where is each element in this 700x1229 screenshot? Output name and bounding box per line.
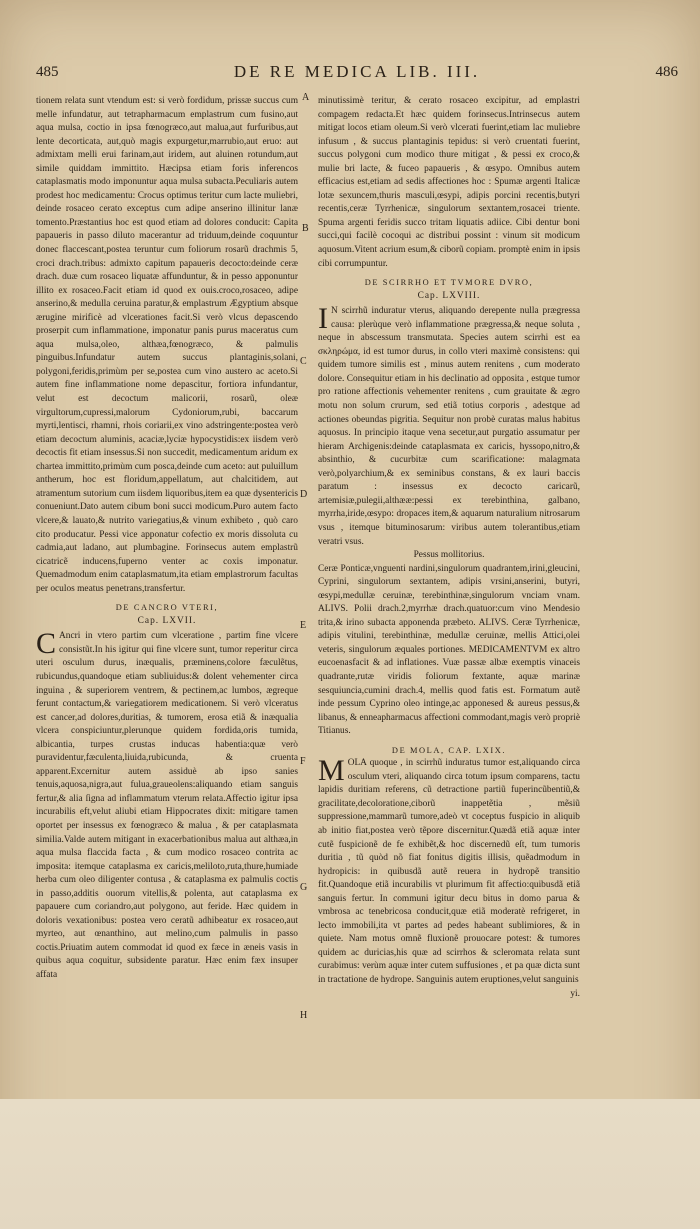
right-paragraph-2 [318,302,580,549]
right-paragraph-1: minutissimè teritur, & cerato rosaceo excipitur, ad emplastri compagem redacta.Et hæc quidem forinsecus.Intrinsecus autem mitigat locos etiam oleum.Si verò vlcerati fuerint,etiam lac muliebre infusum , & succus plantaginis tepidus: si verò cruentati fuerint, succus polygoni cum modico thure mitigat , & pessi ex croco,& mulie bri lacte, & fuceo papaueris , & œsypo. Omnibus autem efficacius est,etiam ad sedis affectiones hoc : Spumæ argenti Italicæ lotæ sexuncem,thuris masculi,œsypi, adipis porcini recentis,butyri recentis,ceræ Tyrrhenicæ, singulorum sextantem,rosacei triente. Spuma argenti feridis succo tritam liquatis adiice. Cibi dentur boni succi,qui facilè cocoqui ac distribui possint : vinum sit modicum aquosum.Vitent acrium esum,& ciborũ copiam. promptè enim in ipsis cibi corrumpuntur. [318,96,580,269]
margin-letter-g: G [300,882,308,893]
margin-letter-c: C [300,356,307,367]
right-column [318,95,580,1001]
margin-letter-e: E [300,620,307,631]
right-paragraph-4 [318,754,580,987]
right-paragraph-2-text: N scirrhũ induratur vterus, aliquando derepente nulla prægressa causa: plerùque verò inflammatione prægressa,& neque soluta , neque in abscessum transmutata. Species autem scirrhi est ea σκληρώμα, id est tumor durus, in collo vteri maximè consistens: qui quidem tumore similis est , minus autem renitens , cum moderato dolore. Consequitur etiam in his declinatio ad opposita , estque tumor pro ratione affectionis vehementer renitens , cum grauitate & ægro motu non solum crurum, sed etiã totius corporis , adestque ad actiones obeundas pigritia. Sequitur non probè curatas malus habitus aquosus. In principio itaque vena secetur,aut purgatio assumatur per hieram Archigenis:deinde cataplasmata ex caricis, hyssopo,nitro,& absinthio, & cucurbitæ cum scarificatione: malagmata verò,polyarchium,& ex seminibus constans, & ex lauri baccis paratum : insessus ex decocto caricarũ, artemisiæ,pulegii,althææ:pessi ex terebinthina, galbano, myrrha,iride,œsypo: dropaces item,& aquarum naturalium nitrosarum vsus , itemque bituminosarum: viribus autem tolerantibus,etiam veratri vsus. [318,306,580,547]
chapter-68-heading: DE SCIRRHO ET TVMORE DVRO, [364,278,534,288]
right-page-number: 486 [655,64,678,80]
drop-cap-c: C [36,627,57,661]
left-page-number: 485 [36,64,59,80]
chapter-68-number: Cap. LXVIII. [417,290,481,301]
margin-letter-h: H [300,1010,308,1021]
left-column [36,95,298,983]
chapter-67-heading: DE CANCRO VTERI, [115,603,219,613]
drop-cap-m: M [318,754,345,788]
left-paragraph-2 [36,627,298,982]
margin-letter-a: A [302,92,310,103]
margin-letter-f: F [300,756,306,767]
running-title: DE RE MEDICA LIB. III. [233,62,481,81]
drop-cap-i: I [318,302,328,336]
chapter-67-number: Cap. LXVII. [137,615,197,626]
running-head [36,62,678,88]
chapter-69-heading: DE MOLA, CAP. LXIX. [391,745,507,755]
margin-letter-b: B [302,223,309,234]
catchword: yi. [570,988,580,999]
pessus-subheading: Pessus mollitorius. [413,550,485,561]
right-paragraph-3: Ceræ Ponticæ,vnguenti nardini,singulorum quadrantem,irini,gleucini, Cyprini, singulorum sextantem, adipis vrsini,anserini, butyri, œsypi,medullæ ceruinæ, terebinthinæ,singulorum vnciam vnam. ALIVS. Polii drach.2,myrrhæ drach.quatuor:cum vino Mendesio trita,& irino subacta apponenda præbeto. ALIVS. Ceræ Tyrrhenicæ, adipis vitulini, terebinthinæ, medullæ ceruinæ, mellis Attici,olei veteris, singulorum æquales portiones. MEDICAMENTVM ex altro eucoenasfacit & ad inflationes. Vuæ passæ albæ exemptis vinaceis quadrante,rutæ viridis foliorum fextante, aquæ marinæ sesquiuncia,cumini drach.4, mellis quod fatis est. Formatum autẽ inde pessum Cyprino oleo intinge,ac apponesed & aureus pessus,& libanus, & enneapharmacus affectioni commodant,magis verò propriè Titianus. [318,563,580,737]
left-paragraph-1: tionem relata sunt vtendum est: si verò fordidum, prissæ succus cum melle infundatur, aut tetrapharmacum emplastrum cum fusino,aut aqua mulsa, coctio in ipsa fœnogræco,aut malua,aut furfuribus,aut lente decorticata, aut,quò magis expurgetur,marrubio,aut eruo: aut admixtam melli erui farinam,aut iridem, aut aluinen rotundum,aut simile quiddam immittito. Hæcipsa etiam foris inferencos cataplasmatis modo imponuntur aqua mulsa subacta.Peculiaris autem prodest hoc medicamentu: Crocus optimus teritur cum lacte muliebri, deinde rosaceo cerato exceptus cum adipe anserino illinitur lanæ tomento.Præstantius hoc est quod etiam ad dolores conducit: Capita papaueris in passo diluto macerantur ad triduum,deinde coquuntur donec flaccescant,postea teruntur cum foliorum rosarũ drachmis 5, croci drach.tribus: admixto capitum papaueris decocto:deinde ceræ drach. duæ cum rosaceo liquatæ affunduntur, & in pesso apponuntur illito ex rosaceo.Facit etiam id quod ex ouis.croco,rosaceo, adipe anserino,& medulla ceruina paratur,& emplastrum Ægyptium absque ærugine mirificè ad vlcerationes facit.Si verò vlcus depascendo proserpit cum inflammatione, imponatur panis purus maceratus cum aqua mulsa,oleo, althæa,fœnogræco, & palmulis pinguibus.Infundatur autem succus plantaginis,solani, polygoni,feridis,primùm per se,postea cum vino austero ac aceto.Si autem fine inflammatione nome depascitur, fortiora infundantur, velut est decoctum malicorii, rosarũ, oleæ virgultorum,cupressi,malorum Cydoniorum,rubi, baccarum myrti,lentisci, rhamni, rhois coriarii,ex vino adstringente:postea verò etiam decoctum aluminis, acaciæ,lyciæ hypocystidis:ex iisdem verò decoctis fit etiam insessus.Si non succedit, medicamentum aridum ex chartea immittito,primùm cum posca,deinde cum aceto: aut puluillum antherum, hoc est floridum,appellatum, aut chalcitidem, aut atramentum sutorium cum iisdem liquoribus,item ea quæ dysentericis conueniunt.Dato autem cibum boni succi modicum.Puro autem facto vlcere,& lauato,& nutrito variegatius,& vinum exhibeto , quò caro cito producatur. Pessi vice apponatur cofectio ex moris dissoluta cu cadmia,aut ladano, aut plumbagine. Forinsecus autem emplastrũ cicatricẽ inducens,fuperno venter ac coxis imponatur. Quemadmodum enim cataplasmatum,ita etiam emplastrorum facultas per oculos meatus penetrans,transfertur. [36,96,298,594]
margin-letter-d: D [300,489,308,500]
right-paragraph-4-text: OLA quoque , in scirrhũ induratus tumor est,aliquando circa osculum vteri, aliquando circa totum ipsum comparens, tactu lapidis duritiam referens, cũ detractione partiũ fuperincũbentiũ,& gracilitate,decoloratione,ciborũ inappetẽtia , mẽsiũ suppressione,mammarũ tumore,adeò vt coceptus fuspicio in aliquib ab initio fiat,postea verò tẽpore discernitur.Quædã etiã aquæ inter cutẽ fuspicionẽ de fe exhibẽt,& hoc discernedũ eſt, tum tumoris duritia , tũ quòd nõ fiat fonitus digitis illisis, quẽadmodum in hydropicis: in quibusdã autẽ reuera in hydropẽ transitio fit.Quandoque etiã incurabilis vt plurimum fit affectio:quibusdã etiã sanguis fertur. In communi igitur decu bitus in domo parua & vmbrosa ac tenebricosa conducit,quæ etiã moderatè refrigeret, in lecto immobili,ita vt partes ad pedes habeant sublimiores, & in quiete. Nam motus omnẽ fluxionẽ prouocare potest: & tumores quidem ac duricias,his quæ ad scirrhos & scleromata relata sunt curabimus: verùm aquæ inter cutem suffusiones , et pa quæ dicta sunt in tractatione de hydrope. Sanguinis autem eruptiones,velut sanguinis [318,758,580,985]
left-paragraph-2-text: Ancri in vtero partim cum vlceratione , partim fine vlcere consistũt.In his igitur qui fine vlcere sunt, tumor reperitur circa uteri osculum durus, inæqualis, præminens,colore fæculẽtus, rubicundus,quandoque etiam subliuidus:& dolent vehementer circa inguina , & superiorem ventrem, & pectinem,ac lumbos, ægreque ferunt contactum,& variegatiorem medicationem. Si verò vlceratus est cancer,ad dolores,duritias, & tumorem, erosa etiã & inæqualia vlcera conspiciuntur,plerunque quidem fordida,oris tumida, albicantia, turpes crustas inducas habentia:quæ verò puravidentur,fæculenta,liuida,rubicunda, & cruenta apparent.Excernitur autem assiduè ab ipso sanies tenuis,aquosa,nigra,aut fulua,graueolens:aliquando etiam sanguis fertur,& alia ſigna ad inflammatum vterum relata.Affectio igitur ipsa incurabilis eft,velut aliubi etiam Hippocrates dixit: mitigare tamen oportet per insessus ex fœnogræco & malua , & per cataplasmata similia.Valde autem mitigant in exacerbationibus malua aut althæa,in aqua mulsa flaccida facta , & cum modico rosaceo contrita ac imposita: itemque cataplasma ex caricis,meliloto,ruta,thure,humiade herba cum oleo diligenter contusa , & cataplasma ex palmulis coctis in passo,additis ouorum vitellis,& polenta, aut cataplasma ex papauere cum coriandro,aut polygono, aut feride. Hæc quidem in doloris vexationibus: postea vero ceratũ adhibeatur ex rosaceo,aut myrteo, aut œnanthino, aut melino,cum palmulis in passo coctis.Priuatim autem commodat id quod ex fæce in æneis vasis in quibus aqua coquitur, subsidente paratur. Hæc enim fæx insuper affata [36,631,298,980]
